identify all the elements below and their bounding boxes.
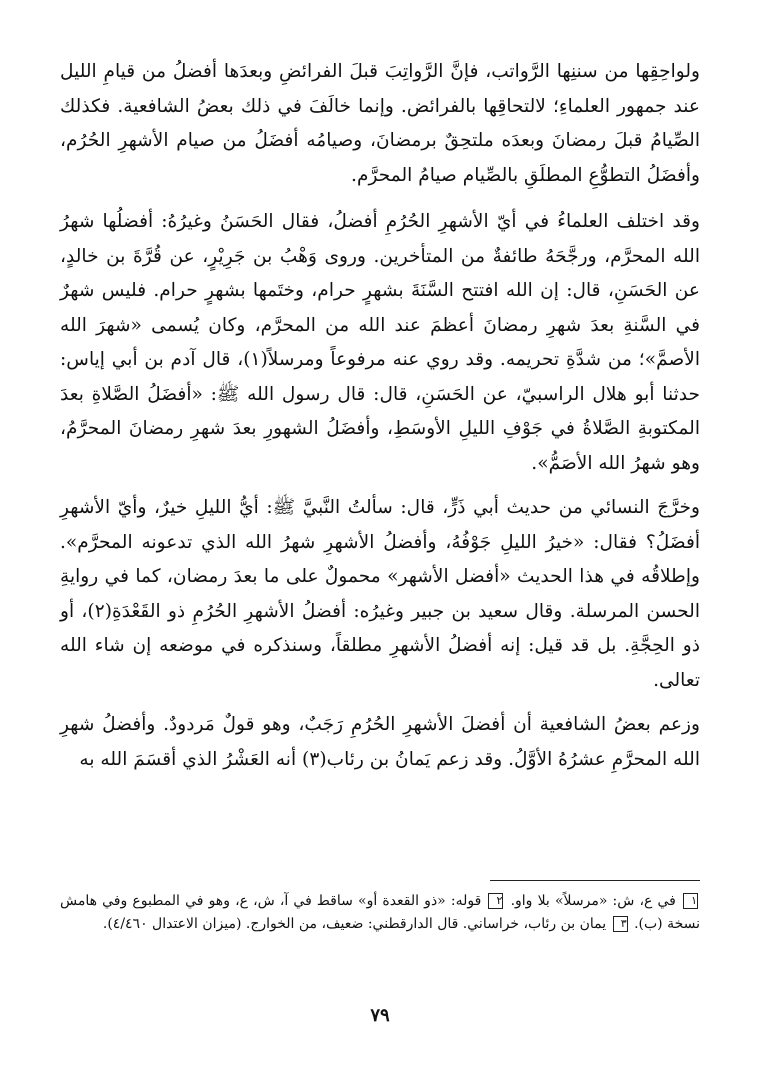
- footnotes: [60, 890, 700, 935]
- footnote-mark-2: ٢: [488, 893, 503, 909]
- page-number: ٧٩: [370, 1005, 390, 1026]
- footnote-1: في ع، ش: «مرسلاً» بلا واو.: [510, 893, 676, 909]
- footnote-mark-1: ١: [683, 893, 698, 909]
- page-content: [60, 55, 700, 1045]
- footnote-divider: [490, 880, 700, 881]
- footnote-mark-3: ٣: [613, 916, 628, 932]
- footnote-2: قوله: «ذو القعدة أو» ساقط في آ، ش، ع، وهو في المطبوع وفي هامش نسخة (ب).: [60, 893, 700, 932]
- footnote-3: يمان بن رئاب، خراساني. قال الدارقطني: ضعيف، من الخوارج. (ميزان الاعتدال ٤/٤٦٠).: [102, 915, 607, 932]
- paragraph-2: وقد اختلف العلماءُ في أيّ الأشهرِ الحُرُمِ أفضلُ، فقال الحَسَنُ وغيرُهُ: أفضلُها شهرُ الله المحرَّم، ورجَّحَهُ طائفةٌ من المتأخرين. وروى وَهْبُ بن جَرِيْرٍ، عن قُرَّةَ بن خالدٍ، عن الحَسَنِ، قال: إن الله افتتح السَّنَةَ بشهرٍ حرام، وختَمها بشهرٍ حرام. فليس شهرٌ في السَّنةِ بعدَ شهرِ رمضانَ أعظمَ عند الله من المحرَّم، وكان يُسمى «شهرَ الله الأصمَّ»؛ من شدَّةِ تحريمه. وقد روي عنه مرفوعاً ومرسلاً(١)، قال آدم بن أبي إياس: حدثنا أبو هلال الراسبيّ، عن الحَسَنِ، قال: قال رسول الله ﷺ: «أفضَلُ الصَّلاةِ بعدَ المكتوبةِ الصَّلاةُ في جَوْفِ الليلِ الأوسَطِ، وأفضَلُ الشهورِ بعدَ شهرِ رمضانَ المحرَّمُ، وهو شهرُ الله الأصَمُّ».: [60, 211, 701, 474]
- paragraph-3: وخرَّجَ النسائي من حديث أبي ذَرٍّ، قال: سألتُ النَّبيَّ ﷺ: أيُّ الليلِ خيرٌ، وأيّ الأشهرِ أفضَلُ؟ فقال: «خيرُ الليلِ جَوْفُهُ، وأفضلُ الأشهرِ شهرُ الله الذي تدعونه المحرَّم». وإطلاقُه في هذا الحديث «أفضل الأشهر» محمولٌ على ما بعدَ رمضان، كما في روايةِ الحسن المرسلة. وقال سعيد بن جبير وغيرُه: أفضلُ الأشهرِ الحُرُمِ ذو القَعْدَةِ(٢)، أو ذو الحِجَّةِ. بل قد قيل: إنه أفضلُ الأشهرِ مطلقاً، وسنذكره في موضعه إن شاء الله تعالى.: [60, 497, 701, 691]
- paragraph-1: ولواحِقِها من سننِها الرَّواتب، فإنَّ الرَّواتِبَ قبلَ الفرائضِ وبعدَها أفضلُ من قيامِ الليل عند جمهور العلماءِ؛ لالتحاقِها بالفرائض. وإنما خالَفَ في ذلك بعضُ الشافعية. فكذلك الصِّيامُ قبلَ رمضانَ وبعدَه ملتحِقٌ برمضانَ، وصيامُه أفضَلُ من صيام الأشهرِ الحُرُم، وأفضَلُ التطوُّعِ المطلَقِ بالصِّيام صيامُ المحرَّم.: [60, 61, 700, 186]
- paragraph-4: وزعم بعضُ الشافعية أن أفضلَ الأشهرِ الحُرُمِ رَجَبٌ، وهو قولٌ مَردودٌ. وأفضلُ شهرِ الله المحرَّمِ عشرُهُ الأوَّلُ. وقد زعم يَمانُ بن رئاب(٣) أنه العَشْرُ الذي أقسَمَ الله به: [60, 714, 700, 770]
